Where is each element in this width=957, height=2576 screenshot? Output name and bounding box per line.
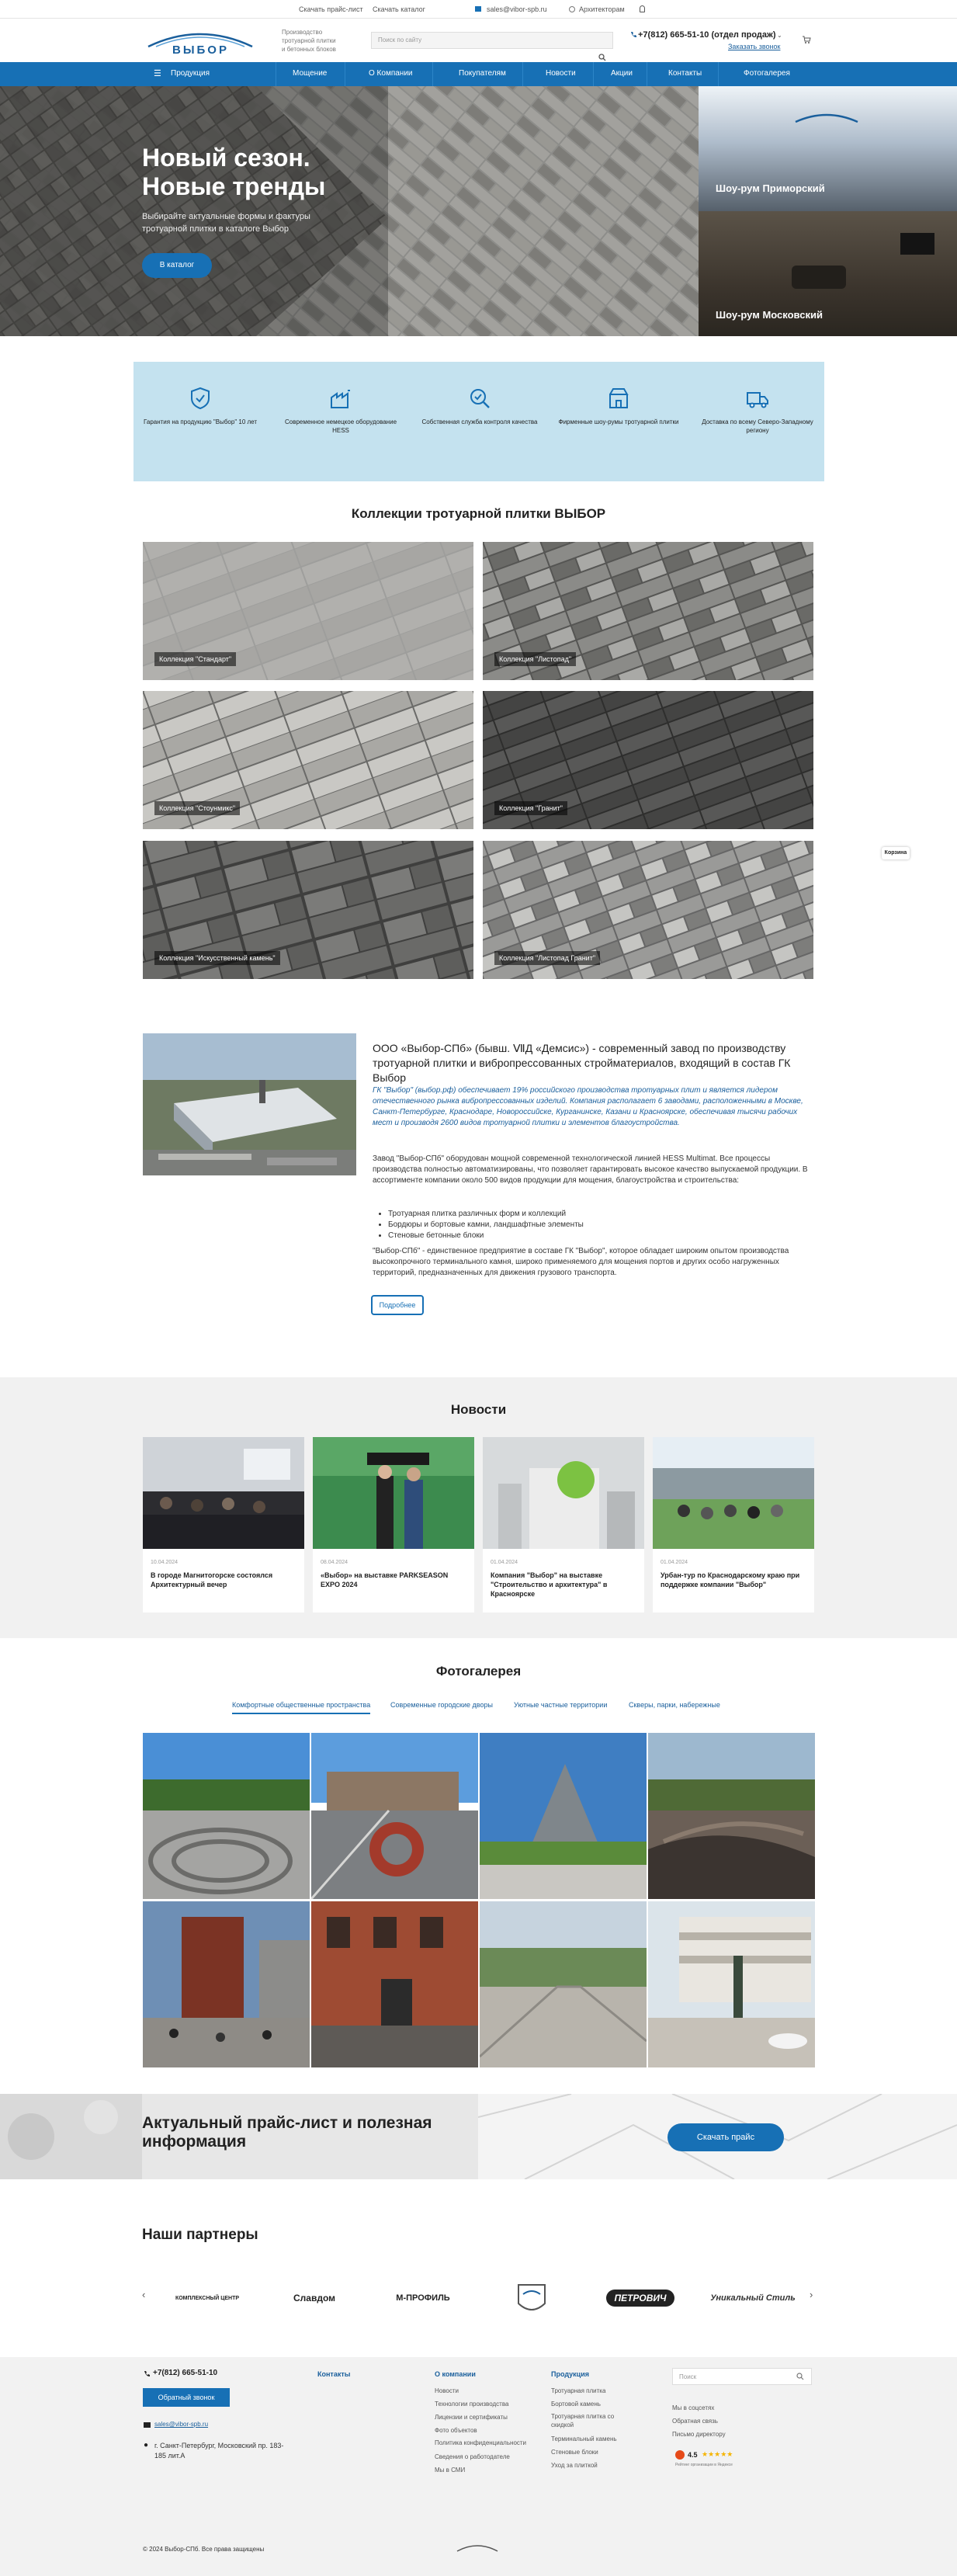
hero-banner: [0, 86, 699, 336]
tagline: Производство тротуарной плитки и бетонных блоков: [282, 29, 336, 53]
features-panel: [133, 362, 824, 481]
partner-logo[interactable]: Уникальный Стиль: [710, 2293, 796, 2303]
price-banner-title: Актуальный прайс-лист и полезная информация: [142, 2114, 432, 2151]
collection-label: Коллекция "Искусственный камень": [154, 951, 280, 965]
footer-link[interactable]: Политика конфиденциальности: [435, 2439, 527, 2446]
rating-value: 4.5: [688, 2451, 698, 2459]
nav-item-promo[interactable]: Акции: [611, 69, 633, 78]
feature-showrooms: Фирменные шоу-румы тротуарной плитки: [557, 387, 681, 426]
list-item: • Бордюры и бортовые камни, ландшафтные элементы: [388, 1220, 584, 1231]
collection-label: Коллекция "Листопад": [494, 652, 576, 666]
rating-stars: ★★★★★: [702, 2450, 733, 2458]
footer-link[interactable]: Бортовой камень: [551, 2401, 601, 2408]
partner-logo[interactable]: [508, 2279, 555, 2317]
nav-item-products[interactable]: Продукция: [171, 69, 210, 78]
about-list: [388, 1209, 584, 1241]
mail-icon: [475, 6, 481, 12]
footer-right-links: [672, 2401, 726, 2441]
footer-link[interactable]: Письмо директору: [672, 2431, 726, 2438]
main-nav: [0, 62, 957, 86]
footer-link[interactable]: Сведения о работодателе: [435, 2453, 510, 2460]
footer-link[interactable]: Мы в СМИ: [435, 2467, 466, 2474]
collection-card-granit[interactable]: [483, 691, 813, 829]
nav-item-paving[interactable]: Мощение: [293, 69, 328, 78]
gallery-tab-yards[interactable]: Современные городские дворы: [390, 1701, 493, 1709]
footer-link[interactable]: Уход за плиткой: [551, 2462, 598, 2469]
sofa-shape: [792, 266, 846, 289]
search-icon[interactable]: [796, 2373, 804, 2380]
footer-link[interactable]: Тротуарная плитка со скидкой: [551, 2413, 615, 2428]
nav-item-about[interactable]: О Компании: [369, 69, 413, 78]
download-price-button[interactable]: Скачать прайс: [667, 2123, 784, 2151]
news-card[interactable]: [653, 1437, 814, 1613]
list-item: • Стеновые бетонные блоки: [388, 1231, 584, 1241]
footer-link[interactable]: Обратная связь: [672, 2418, 718, 2425]
footer-address: г. Санкт-Петербург, Московский пр. 183-185 лит.А: [154, 2442, 284, 2460]
footer-company-links: [435, 2384, 536, 2477]
copyright: © 2024 Выбор-СПб. Все права защищены: [143, 2546, 265, 2553]
collection-label: Коллекция "Стандарт": [154, 652, 236, 666]
collection-card-standard[interactable]: [143, 542, 473, 680]
truck-icon: [746, 387, 769, 410]
footer-search-input[interactable]: Поиск: [672, 2368, 812, 2385]
partner-logo[interactable]: КОМПЛЕКСНЫЙ ЦЕНТР: [175, 2295, 240, 2301]
factory-aerial-photo: [143, 1033, 356, 1175]
architects-link[interactable]: Архитекторам: [579, 5, 625, 13]
news-title: Новости: [450, 1402, 507, 1417]
footer-link[interactable]: Технологии производства: [435, 2401, 509, 2408]
showroom-moskovsky-card[interactable]: [699, 211, 957, 336]
factory-icon: [329, 387, 352, 410]
footer-logo-icon: [454, 2540, 501, 2554]
gallery-photo[interactable]: [648, 1733, 815, 1899]
showroom-moskovsky-label: Шоу-рум Московский: [716, 309, 823, 321]
showroom-logo-icon: [792, 108, 862, 125]
header: [0, 19, 957, 62]
catalog-button[interactable]: В каталог: [142, 253, 212, 278]
cart-side-tab[interactable]: Корзина: [882, 847, 910, 859]
showroom-primorsky-label: Шоу-рум Приморский: [716, 182, 825, 194]
more-button[interactable]: Подробнее: [371, 1295, 424, 1315]
news-headline: Компания "Выбор" на выставке "Строительство и архитектура" в Красноярске: [491, 1571, 608, 1598]
news-date: 01.04.2024: [661, 1560, 688, 1565]
footer-contacts-heading[interactable]: Контакты: [317, 2370, 351, 2378]
nav-item-customers[interactable]: Покупателям: [459, 69, 506, 78]
news-date: 01.04.2024: [491, 1560, 518, 1565]
footer-products-heading[interactable]: Продукция: [551, 2370, 589, 2378]
partner-logo[interactable]: ПЕТРОВИЧ: [598, 2279, 683, 2317]
news-headline: «Выбор» на выставке PARKSEASON EXPO 2024: [321, 1571, 449, 1588]
news-card[interactable]: [143, 1437, 304, 1613]
collections-title: Коллекции тротуарной плитки ВЫБОР: [351, 506, 606, 521]
collection-label: Коллекция "Стоунмикс": [154, 801, 240, 815]
gallery-tab-parks[interactable]: Скверы, парки, набережные: [629, 1701, 720, 1709]
news-image: [143, 1437, 304, 1549]
rating-label: Рейтинг организации в Яндексе: [675, 2463, 733, 2467]
partners-title: Наши партнеры: [142, 2227, 258, 2243]
collection-card-stonemix[interactable]: [143, 691, 473, 829]
partner-logo[interactable]: Славдом: [293, 2293, 335, 2303]
partner-emblem-icon: [512, 2279, 551, 2317]
gallery-tab-private[interactable]: Уютные частные территории: [514, 1701, 608, 1709]
news-image: [313, 1437, 474, 1549]
footer-phone[interactable]: +7(812) 665-51-10: [153, 2369, 218, 2377]
nav-item-gallery[interactable]: Фотогалерея: [744, 69, 790, 78]
shield-check-icon: [189, 387, 212, 410]
news-headline: Урбан-тур по Краснодарскому краю при поддержке компании "Выбор": [661, 1571, 800, 1588]
download-price-link[interactable]: Скачать прайс-лист: [299, 5, 363, 13]
news-headline: В городе Магнитогорске состоялся Архитектурный вечер: [151, 1571, 273, 1588]
tv-screen: [900, 233, 934, 255]
location-icon: ●: [144, 2441, 149, 2449]
download-catalog-link[interactable]: Скачать каталог: [373, 5, 425, 13]
top-bar: [0, 0, 957, 19]
email-link[interactable]: sales@vibor-spb.ru: [487, 5, 547, 13]
user-icon[interactable]: [640, 5, 645, 12]
footer-link[interactable]: Мы в соцсетях: [672, 2404, 715, 2411]
news-image: [483, 1437, 644, 1549]
gallery-photo[interactable]: [311, 1901, 478, 2067]
collection-card-listopad-granit[interactable]: [483, 841, 813, 979]
footer-link[interactable]: Фото объектов: [435, 2427, 477, 2434]
footer-link[interactable]: Терминальный камень: [551, 2435, 617, 2442]
gallery-tab-public-spaces[interactable]: Комфортные общественные пространства: [232, 1701, 370, 1714]
feature-quality: Собственная служба контроля качества: [418, 387, 542, 426]
mail-icon: [144, 2422, 151, 2428]
search-input[interactable]: Поиск по сайту: [371, 32, 613, 49]
about-italic-text: ГК "Выбор" (выбор.рф) обеспечивает 19% российского производства тротуарных плит и является лидером отечественного рынка вибропрессованных изделий. Компания располагает 6 заводами, расположенными в Москве, Санкт-Петербурге, Краснодаре, Новороссийске, Курганинске, Казани и Красноярске, обеспечивая тысячи рабочих мест и производя 2600 видов тротуарной плитки и элементов благоустройства.: [373, 1086, 803, 1127]
hero-text: Выбирайте актуальные формы и фактуры тротуарной плитки в каталоге Выбор: [142, 212, 310, 234]
logo-text: ВЫБОР: [172, 43, 229, 57]
phone-number[interactable]: +7(812) 665-51-10 (отдел продаж): [638, 30, 776, 40]
list-item: • Тротуарная плитка различных форм и коллекций: [388, 1209, 584, 1220]
gallery-photo[interactable]: [143, 1733, 310, 1899]
gallery-photo[interactable]: [311, 1733, 478, 1899]
partner-logo[interactable]: М-ПРОФИЛЬ: [396, 2293, 450, 2303]
about-paragraph-2: "Выбор-СПб" - единственное предприятие в составе ГК "Выбор", которое обладает широким опытом производства высокопрочного терминального камня, широко применяемого для мощения портов и других особо нагруженных территорий, предназначенных для движения грузового транспорта.: [373, 1247, 789, 1277]
news-card[interactable]: [313, 1437, 474, 1613]
collection-label: Коллекция "Листопад Гранит": [494, 951, 600, 965]
news-card[interactable]: [483, 1437, 644, 1613]
footer-link[interactable]: Лицензии и сертификаты: [435, 2414, 508, 2421]
collection-label: Коллекция "Гранит": [494, 801, 567, 815]
feature-equipment: Современное немецкое оборудование HESS: [279, 387, 403, 435]
gallery-photo[interactable]: [143, 1901, 310, 2067]
chevron-down-icon[interactable]: ⌄: [777, 32, 782, 39]
collection-card-artificial-stone[interactable]: [143, 841, 473, 979]
price-banner: [0, 2094, 957, 2179]
paving-photo: [0, 86, 699, 336]
search-icon[interactable]: [598, 54, 606, 61]
architect-icon: [569, 6, 575, 12]
gallery-title: Фотогалерея: [435, 1664, 522, 1679]
feature-delivery: Доставка по всему Северо-Западному региону: [695, 387, 820, 435]
showroom-primorsky-card[interactable]: [699, 86, 957, 211]
gallery-photo[interactable]: [648, 1901, 815, 2067]
phone-icon: [630, 31, 637, 38]
footer-link[interactable]: Стеновые блоки: [551, 2449, 598, 2456]
gallery-photo[interactable]: [480, 1901, 647, 2067]
footer-link[interactable]: Тротуарная плитка: [551, 2387, 606, 2394]
magnifier-check-icon: [468, 387, 491, 410]
footer-products-links: [551, 2384, 636, 2472]
about-paragraph-1: Завод "Выбор-СПб" оборудован мощной современной технологической линией HESS Multimat. Все процессы производства полностью автоматизированы, что позволяет гарантировать высокое качество выпускаемой продукции. В ассортименте компании около 500 видов продукции для мощения, благоустройства и строительства:: [373, 1154, 808, 1185]
news-date: 10.04.2024: [151, 1560, 179, 1565]
footer-link[interactable]: Новости: [435, 2387, 459, 2394]
store-icon: [607, 387, 630, 410]
cart-icon[interactable]: [802, 35, 811, 44]
hero-title: Новый сезон. Новые тренды: [142, 144, 326, 200]
feature-guarantee: Гарантия на продукцию "Выбор" 10 лет: [138, 387, 262, 426]
about-title: ООО «Выбор-СПб» (бывш. ⅦД «Демсис») - современный завод по производству тротуарной плитки и вибропрессованных стройматериалов, входящий в состав ГК Выбор: [373, 1042, 791, 1084]
menu-icon[interactable]: ☰: [154, 69, 161, 78]
phone-icon: [144, 2370, 151, 2377]
arrow-right-icon[interactable]: ›: [810, 2289, 813, 2300]
collection-card-listopad[interactable]: [483, 542, 813, 680]
nav-item-news[interactable]: Новости: [546, 69, 576, 78]
news-image: [653, 1437, 814, 1549]
news-date: 08.04.2024: [321, 1560, 348, 1565]
footer-email[interactable]: sales@vibor-spb.ru: [154, 2421, 209, 2428]
yandex-icon: [675, 2450, 685, 2460]
footer-callback-button[interactable]: Обратный звонок: [143, 2388, 230, 2407]
footer-company-heading[interactable]: О компании: [435, 2370, 476, 2378]
callback-link[interactable]: Заказать звонок: [728, 43, 781, 50]
nav-item-contacts[interactable]: Контакты: [668, 69, 702, 78]
footer: [0, 2357, 957, 2576]
gallery-photo[interactable]: [480, 1733, 647, 1899]
arrow-left-icon[interactable]: ‹: [142, 2289, 146, 2300]
